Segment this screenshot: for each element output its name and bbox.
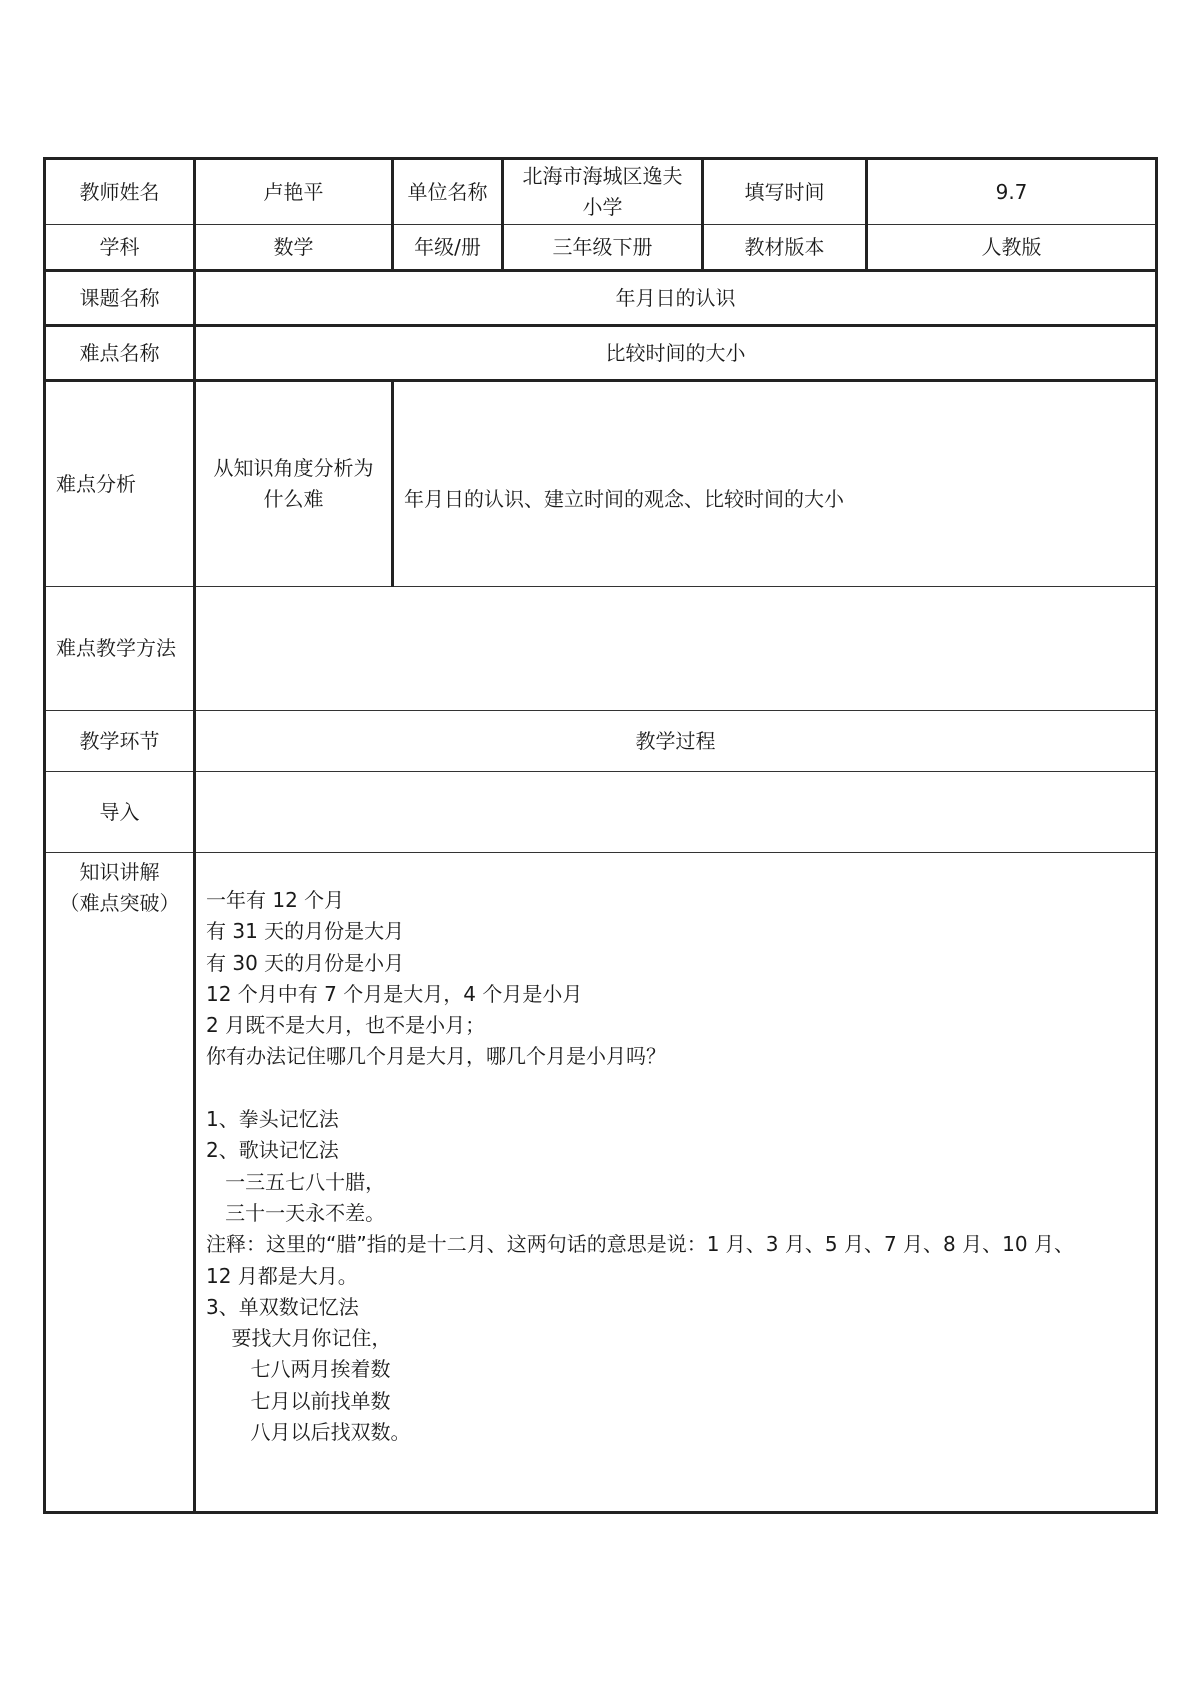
content-line: 有 31 天的月份是大月: [206, 919, 405, 944]
unit-name-label: 单位名称: [393, 159, 503, 225]
content-line: 一三五七八十腊，: [206, 1169, 386, 1194]
content-note: 注释：这里的“腊”指的是十二月、这两句话的意思是说：1 月、3 月、5 月、7 月、8 月、10 月、12 月都是大月。: [206, 1232, 1074, 1288]
subject-label: 学科: [45, 225, 195, 271]
lesson-plan-table: [43, 157, 1158, 1514]
content-blank-line: [206, 1073, 1145, 1104]
edition-value: 人教版: [867, 225, 1157, 271]
content-line: 八月以后找双数。: [206, 1420, 411, 1445]
process-section-title: 教学过程: [195, 711, 1157, 772]
content-line: 3、单双数记忆法: [206, 1294, 359, 1319]
topic-label: 课题名称: [45, 271, 195, 326]
teacher-name-label: 教师姓名: [45, 159, 195, 225]
method-value: [195, 587, 1157, 711]
analysis-value: 年月日的认识、建立时间的观念、比较时间的大小: [393, 381, 1157, 587]
intro-value: [195, 772, 1157, 853]
content-line: 七月以前找单数: [206, 1388, 391, 1413]
grade-label: 年级/册: [393, 225, 503, 271]
analysis-label: 难点分析: [45, 381, 195, 587]
knowledge-label: [45, 853, 195, 1513]
difficulty-label: 难点名称: [45, 326, 195, 381]
content-line: 你有办法记住哪几个月是大月，哪几个月是小月吗？: [206, 1044, 666, 1069]
content-line: 要找大月你记住，: [206, 1326, 392, 1351]
knowledge-content: [195, 853, 1157, 1513]
unit-name-text: 北海市海城区逸夫小学: [522, 164, 683, 219]
content-line: 一年有 12 个月: [206, 888, 345, 912]
topic-value: 年月日的认识: [195, 271, 1157, 326]
difficulty-value: 比较时间的大小: [195, 326, 1157, 381]
grade-value: 三年级下册: [503, 225, 703, 271]
method-label: 难点教学方法: [45, 587, 195, 711]
content-line: 七八两月挨着数: [206, 1357, 391, 1382]
content-line: 2 月既不是大月，也不是小月；: [206, 1013, 486, 1038]
content-line: 2、歌诀记忆法: [206, 1138, 339, 1163]
fill-date-label: 填写时间: [703, 159, 867, 225]
subject-value: 数学: [195, 225, 393, 271]
content-line: 12 个月中有 7 个月是大月，4 个月是小月: [206, 981, 583, 1006]
edition-label: 教材版本: [703, 225, 867, 271]
process-section-label: 教学环节: [45, 711, 195, 772]
unit-name-value: [503, 159, 703, 225]
teacher-name-value: 卢艳平: [195, 159, 393, 225]
content-line: 有 30 天的月份是小月: [206, 950, 405, 975]
analysis-sub-label: [195, 381, 393, 587]
intro-label: 导入: [45, 772, 195, 853]
content-line: 1、拳头记忆法: [206, 1107, 339, 1132]
knowledge-label-line2: （难点突破）: [59, 891, 180, 915]
knowledge-label-line1: 知识讲解: [79, 860, 160, 884]
content-line: 三十一天永不差。: [206, 1200, 386, 1225]
analysis-sub-label-text: 从知识角度分析为什么难: [213, 456, 374, 511]
fill-date-value: 9.7: [867, 159, 1157, 225]
